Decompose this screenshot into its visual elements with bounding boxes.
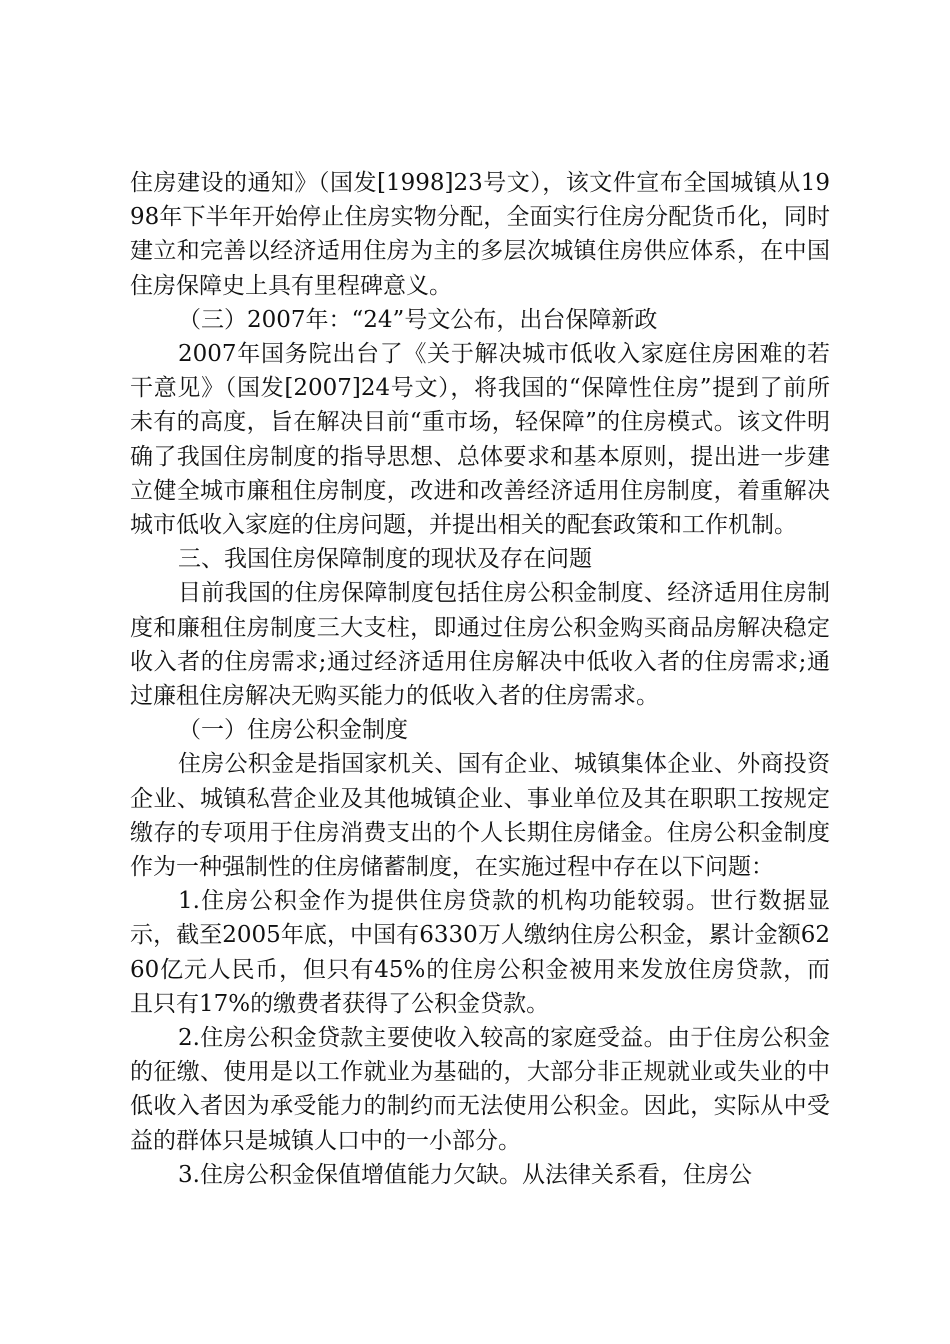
- paragraph-issue-3: 3.住房公积金保值增值能力欠缺。从法律关系看，住房公: [178, 1161, 752, 1188]
- section-heading-current-status: 三、我国住房保障制度的现状及存在问题: [178, 546, 592, 573]
- document-body: [130, 166, 830, 1192]
- paragraph-housing-fund-definition: 住房公积金是指国家机关、国有企业、城镇集体企业、外商投资企业、城镇私营企业及其他城镇企业、事业单位及其在职职工按规定缴存的专项用于住房消费支出的个人长期住房储金。住房公积金制度作为一种强制性的住房储蓄制度，在实施过程中存在以下问题：: [130, 751, 830, 881]
- paragraph-issue-1: 1.住房公积金作为提供住房贷款的机构功能较弱。世行数据显示，截至2005年底，中国有6330万人缴纳住房公积金，累计金额6260亿元人民币，但只有45%的住房公积金被用来发放住房贷款，而且只有17%的缴费者获得了公积金贷款。: [130, 888, 830, 1017]
- paragraph-1: 住房建设的通知》（国发[1998]23号文），该文件宣布全国城镇从1998年下半年开始停止住房实物分配，全面实行住房分配货币化，同时建立和完善以经济适用住房为主的多层次城镇住房供应体系，在中国住房保障史上具有里程碑意义。: [130, 170, 830, 299]
- paragraph-three-pillars: 目前我国的住房保障制度包括住房公积金制度、经济适用住房制度和廉租住房制度三大支柱，即通过住房公积金购买商品房解决稳定收入者的住房需求;通过经济适用住房解决中低收入者的住房需求;通过廉租住房解决无购买能力的低收入者的住房需求。: [130, 580, 830, 710]
- paragraph-issue-2: 2.住房公积金贷款主要使收入较高的家庭受益。由于住房公积金的征缴、使用是以工作就业为基础的，大部分非正规就业或失业的中低收入者因为承受能力的制约而无法使用公积金。因此，实际从中受益的群体只是城镇人口中的一小部分。: [130, 1025, 830, 1154]
- section-heading-2007: （三）2007年：“24”号文公布，出台保障新政: [178, 306, 658, 333]
- section-heading-housing-fund: （一）住房公积金制度: [178, 717, 408, 744]
- paragraph-2007-policy: 2007年国务院出台了《关于解决城市低收入家庭住房困难的若干意见》（国发[2007]24号文），将我国的“保障性住房”提到了前所未有的高度，旨在解决目前“重市场，轻保障”的住房模式。该文件明确了我国住房制度的指导思想、总体要求和基本原则，提出进一步建立健全城市廉租住房制度，改进和改善经济适用住房制度，着重解决城市低收入家庭的住房问题，并提出相关的配套政策和工作机制。: [130, 341, 830, 539]
